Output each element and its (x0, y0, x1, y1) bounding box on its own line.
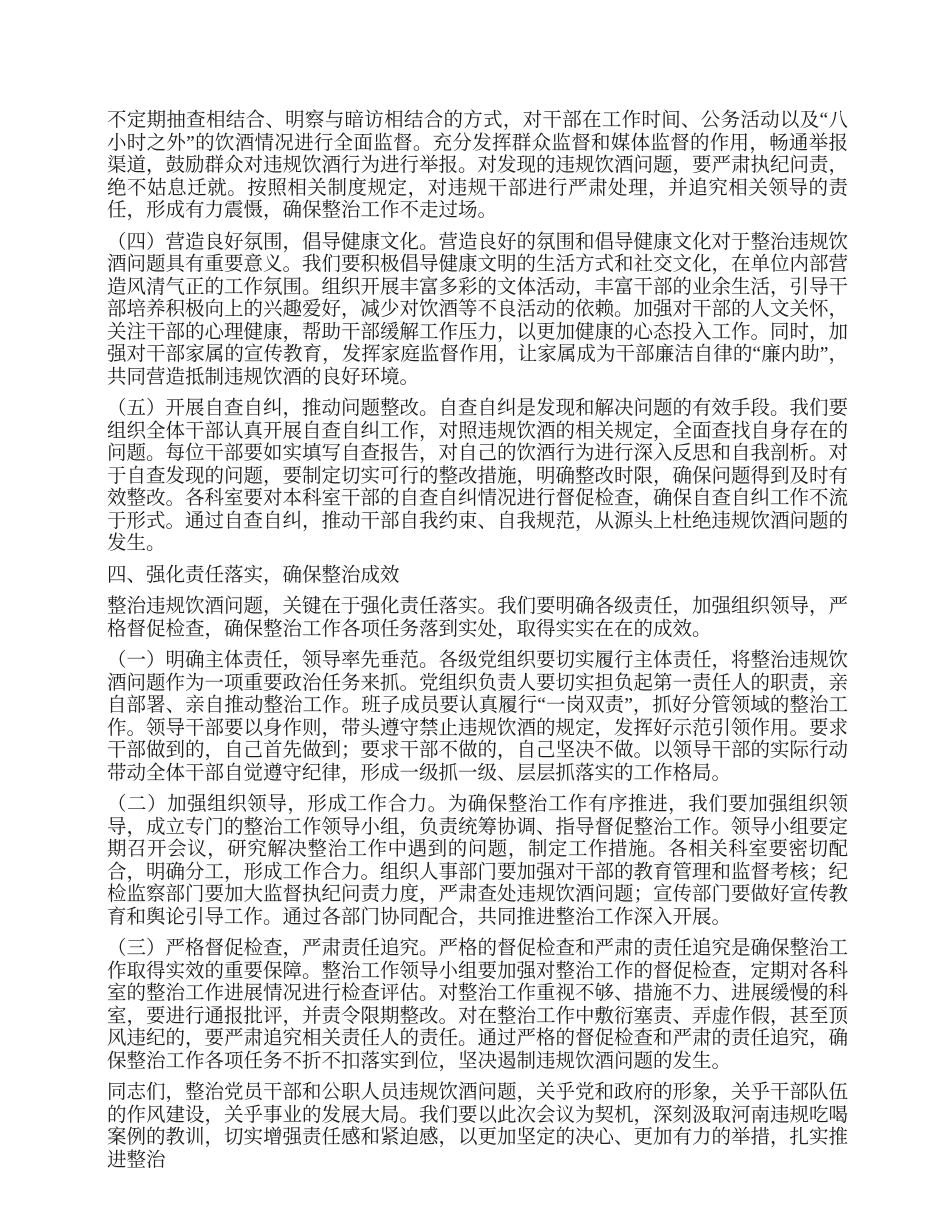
paragraph-item-4-atmosphere: （四）营造良好氛围，倡导健康文化。营造良好的氛围和倡导健康文化对于整治违规饮酒问题具有重要意义。我们要积极倡导健康文明的生活方式和社交文化，在单位内部营造风清气正的工作氛围。组织开展丰富多彩的文体活动，丰富干部的业余生活，引导干部培养积极向上的兴趣爱好，减少对饮酒等不良活动的依赖。加强对干部的人文关怀，关注干部的心理健康，帮助干部缓解工作压力，以更加健康的心态投入工作。同时，加强对干部家属的宣传教育，发挥家庭监督作用，让家属成为干部廉洁自律的“廉内助”，共同营造抵制违规饮酒的良好环境。 (107, 231, 849, 388)
paragraph-closing: 同志们，整治党员干部和公职人员违规饮酒问题，关乎党和政府的形象，关乎干部队伍的作风建设，关乎事业的发展大局。我们要以此次会议为契机，深刻汲取河南违规吃喝案例的教训，切实增强责任感和紧迫感，以更加坚定的决心、更加有力的举措，扎实推进整治 (107, 1082, 849, 1171)
paragraph-item-2-leadership: （二）加强组织领导，形成工作合力。为确保整治工作有序推进，我们要加强组织领导，成立专门的整治工作领导小组，负责统筹协调、指导督促整治工作。领导小组要定期召开会议，研究解决整治工作中遇到的问题，制定工作措施。各相关科室要密切配合，明确分工，形成工作合力。组织人事部门要加强对干部的教育管理和监督考核；纪检监察部门要加大监督执纪问责力度，严肃查处违规饮酒问题；宣传部门要做好宣传教育和舆论引导工作。通过各部门协同配合，共同推进整治工作深入开展。 (107, 794, 849, 928)
paragraph-item-1-responsibility: （一）明确主体责任，领导率先垂范。各级党组织要切实履行主体责任，将整治违规饮酒问题作为一项重要政治任务来抓。党组织负责人要切实担负起第一责任人的职责，亲自部署、亲自推动整治工作。班子成员要认真履行“一岗双责”，抓好分管领域的整治工作。领导干部要以身作则，带头遵守禁止违规饮酒的规定，发挥好示范引领作用。要求干部做到的，自己首先做到；要求干部不做的，自己坚决不做。以领导干部的实际行动带动全体干部自觉遵守纪律，形成一级抓一级、层层抓落实的工作格局。 (107, 650, 849, 784)
paragraph-supervision: 不定期抽查相结合、明察与暗访相结合的方式，对干部在工作时间、公务活动以及“八小时之外”的饮酒情况进行全面监督。充分发挥群众监督和媒体监督的作用，畅通举报渠道，鼓励群众对违规饮酒行为进行举报。对发现的违规饮酒问题，要严肃执纪问责，绝不姑息迁就。按照相关制度规定，对违规干部进行严肃处理，并追究相关领导的责任，形成有力震慑，确保整治工作不走过场。 (107, 110, 849, 221)
paragraph-item-3-inspection: （三）严格督促检查，严肃责任追究。严格的督促检查和严肃的责任追究是确保整治工作取得实效的重要保障。整治工作领导小组要加强对整治工作的督促检查，定期对各科室的整治工作进展情况进行检查评估。对整治工作重视不够、措施不力、进展缓慢的科室，要进行通报批评，并责令限期整改。对在整治工作中敷衍塞责、弄虚作假，甚至顶风违纪的，要严肃追究相关责任人的责任。通过严格的督促检查和严肃的责任追究，确保整治工作各项任务不折不扣落实到位，坚决遏制违规饮酒问题的发生。 (107, 938, 849, 1072)
paragraph-section-4-intro: 整治违规饮酒问题，关键在于强化责任落实。我们要明确各级责任，加强组织领导，严格督促检查，确保整治工作各项任务落到实处，取得实实在在的成效。 (107, 596, 849, 640)
paragraph-item-5-self-check: （五）开展自查自纠，推动问题整改。自查自纠是发现和解决问题的有效手段。我们要组织全体干部认真开展自查自纠工作，对照违规饮酒的相关规定，全面查找自身存在的问题。每位干部要如实填写自查报告，对自己的饮酒行为进行深入反思和自我剖析。对于自查发现的问题，要制定切实可行的整改措施，明确整改时限，确保问题得到及时有效整改。各科室要对本科室干部的自查自纠情况进行督促检查，确保自查自纠工作不流于形式。通过自查自纠，推动干部自我约束、自我规范，从源头上杜绝违规饮酒问题的发生。 (107, 398, 849, 554)
document-body (107, 110, 848, 1181)
section-heading-4: 四、强化责任落实，确保整治成效 (107, 564, 400, 586)
